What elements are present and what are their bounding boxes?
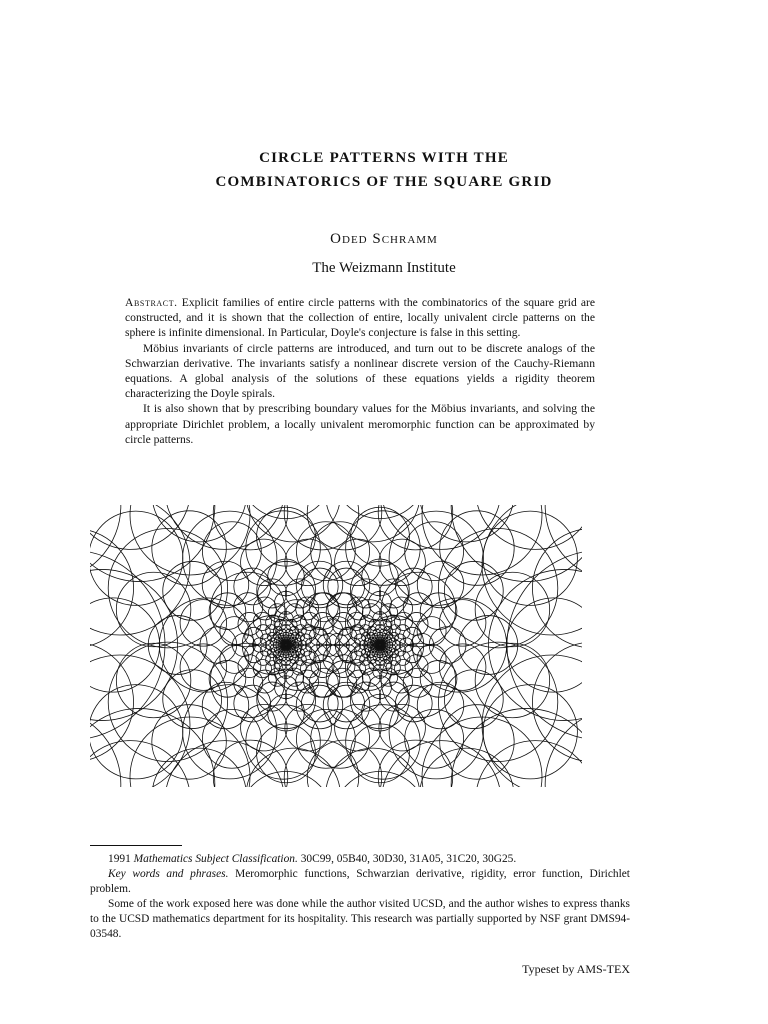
pattern-circle [303, 660, 340, 697]
pattern-circle [180, 644, 227, 691]
pattern-circle [238, 655, 261, 678]
pattern-circle [311, 709, 370, 768]
pattern-circle [183, 511, 277, 605]
pattern-circle [116, 572, 191, 647]
pattern-circle [420, 660, 457, 697]
pattern-circle [351, 724, 410, 783]
footnote-keywords [90, 867, 630, 897]
pattern-circle [303, 593, 340, 630]
footnote-msc [90, 852, 630, 867]
pattern-circle [90, 741, 190, 787]
footnote-rule [90, 845, 182, 846]
pattern-circle [405, 709, 464, 768]
pattern-circle [108, 528, 227, 647]
pattern-circle [309, 627, 327, 645]
pattern-circle [332, 655, 355, 678]
pattern-circle [352, 579, 381, 608]
pattern-circle [439, 600, 486, 647]
pattern-circle [258, 579, 287, 608]
pattern-circle [420, 593, 457, 630]
pattern-circle [332, 612, 355, 635]
pattern-circle [351, 507, 410, 566]
footnotes [90, 852, 630, 942]
pattern-circle [440, 705, 515, 780]
pattern-circle [202, 709, 261, 768]
msc-codes: 30C99, 05B40, 30D30, 31A05, 31C20, 30G25. [300, 853, 517, 865]
pattern-circle [257, 507, 316, 566]
abstract [125, 295, 595, 447]
pattern-circle [238, 612, 261, 635]
pattern-circle [507, 550, 582, 740]
pattern-circle [220, 644, 249, 673]
pattern-circle [476, 741, 582, 787]
abstract-text-1: Explicit families of entire circle patterns with the combinatorics of the square grid are constructed, and it is shown that the collection of entire, locally univalent circle patterns on the sphere is infinite dimensional. In Particular, Doyle's conjecture is false in this setting. [125, 296, 595, 340]
author-name: Oded Schramm [330, 231, 438, 247]
abstract-label: Abstract. [125, 296, 178, 309]
circle-pattern-figure [90, 505, 582, 787]
msc-year: 1991 [108, 853, 131, 865]
pattern-circle [116, 643, 191, 718]
pattern-circle [438, 528, 557, 647]
pattern-circle [444, 561, 503, 620]
pattern-circle [382, 741, 501, 787]
pattern-circle [90, 511, 183, 605]
pattern-circle [328, 568, 365, 605]
author-affiliation: The Weizmann Institute [312, 260, 456, 276]
pattern-circle [152, 505, 246, 542]
pattern-circle [405, 612, 428, 635]
pattern-circle [90, 685, 183, 779]
pattern-circle [165, 741, 284, 787]
pattern-circle [296, 522, 355, 581]
pattern-circle [296, 709, 355, 768]
pattern-circle [257, 724, 316, 783]
pattern-circle [405, 655, 428, 678]
abstract-paragraph-2: Möbius invariants of circle patterns are introduced, and turn out to be discrete analogs of the Schwarzian derivative. The invariants satisfy a nonlinear discrete version of the Cauchy-Riemann equations. A global analysis of the solutions of these equations yields a rigidity theorem characterizing the Doyle spirals. [125, 341, 595, 401]
pattern-circle [90, 550, 165, 740]
pattern-circle [438, 642, 557, 761]
pattern-circle [417, 617, 446, 646]
pattern-circle [420, 505, 514, 542]
pattern-circle [440, 511, 515, 586]
pattern-circle [482, 655, 582, 787]
pattern-circle [545, 505, 582, 582]
typeset-notice: Typeset by AMS-TEX [522, 962, 630, 976]
pattern-circle [202, 522, 261, 581]
abstract-paragraph-3: It is also shown that by prescribing boundary values for the Möbius invariants, and solving the appropriate Dirichlet problem, a locally univalent meromorphic function can be approximated by circle patterns. [125, 402, 595, 446]
msc-label: Mathematics Subject Classification. [133, 853, 298, 865]
pattern-circle [339, 645, 357, 663]
pattern-circle [444, 670, 503, 729]
pattern-circle [475, 572, 550, 647]
footnote-acknowledgement: Some of the work exposed here was done while the author visited UCSD, and the author wishes to express thanks to the UCSD mathematics department for its hospitality. This research was partially supported by NSF grant DMS94-03548. [90, 898, 630, 940]
pattern-circle [389, 685, 483, 779]
abstract-paragraph-1 [125, 295, 595, 341]
paper-title-line-2: COMBINATORICS OF THE SQUARE GRID [215, 174, 553, 190]
paper-title-line-1: CIRCLE PATTERNS WITH THE [259, 150, 509, 166]
pattern-circle [379, 682, 408, 711]
keywords-text: Meromorphic functions, Schwarzian derivative, rigidity, error function, Dirichlet problem. [90, 868, 630, 895]
pattern-circle [475, 643, 550, 718]
pattern-circle [311, 522, 370, 581]
pattern-circle [389, 511, 483, 605]
keywords-label: Key words and phrases. [108, 868, 229, 880]
pattern-circle [328, 685, 365, 722]
pattern-circle [108, 642, 227, 761]
